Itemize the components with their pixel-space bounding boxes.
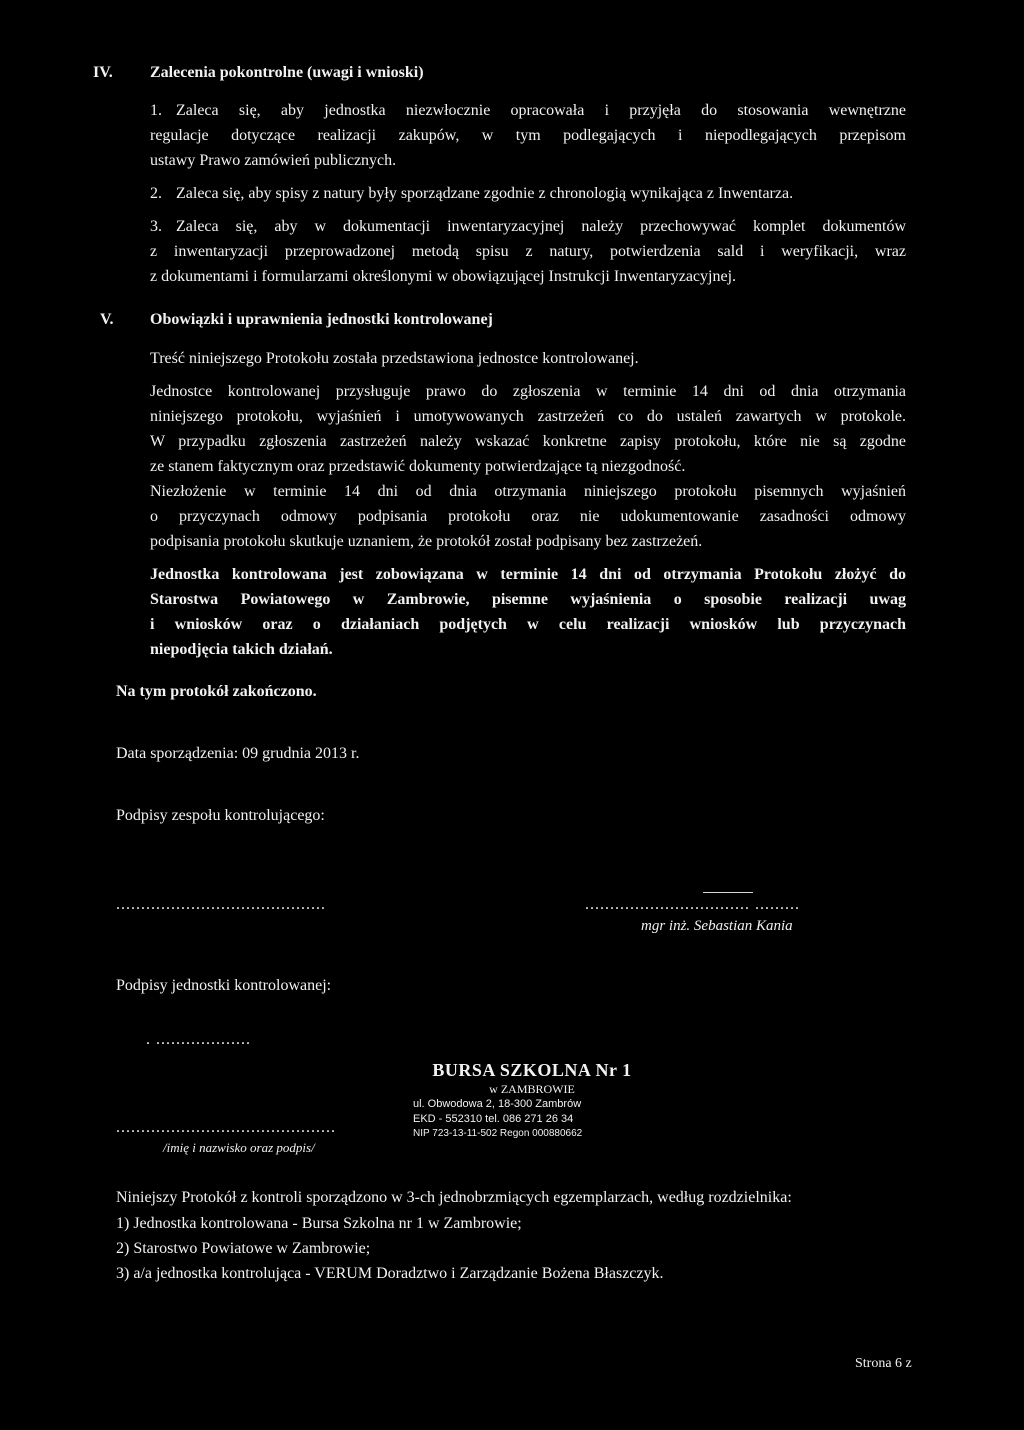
unit-signature-line-top: . ................... — [146, 1031, 251, 1048]
stamp-nip: NIP 723-13-11-502 Regon 000880662 — [413, 1128, 583, 1139]
section-iv-title: Zalecenia pokontrolne (uwagi i wnioski) — [150, 64, 424, 81]
unit-signature-line-bottom: ............................................ — [116, 1119, 336, 1136]
section-v-para-line-1: Jednostce kontrolowanej przysługuje prawo do zgłoszenia w terminie 14 dni od dnia otrzymania — [150, 383, 906, 400]
item-2-line-1: Zaleca się, aby spisy z natury były sporządzane zgodnie z chronologią wynikająca z Inwentarza. — [176, 185, 794, 202]
unit-signatures-label: Podpisy jednostki kontrolowanej: — [116, 977, 332, 994]
distribution-intro: Niniejszy Protokół z kontroli sporządzono w 3-ch jednobrzmiących egzemplarzach, według rozdzielnika: — [116, 1189, 792, 1206]
section-v-title: Obowiązki i uprawnienia jednostki kontrolowanej — [150, 311, 493, 328]
item-3-line-3: z dokumentami i formularzami określonymi w obowiązującej Instrukcji Inwentaryzacyjnej. — [150, 268, 737, 285]
stamp-city: w ZAMBROWIE — [489, 1082, 575, 1096]
protocol-ended: Na tym protokół zakończono. — [116, 683, 317, 700]
item-1-line-1: Zaleca się, aby jednostka niezwłocznie opracowała i przyjęła do stosowania wewnętrzne — [176, 102, 906, 119]
obligation-line-4: niepodjęcia takich działań. — [150, 641, 333, 658]
stamp-ekd: EKD - 552310 tel. 086 271 26 34 — [413, 1113, 574, 1125]
obligation-line-3: i wniosków oraz o działaniach podjętych w celu realizacji wniosków lub przyczynach — [150, 616, 906, 633]
item-1-line-2: regulacje dotyczące realizacji zakupów, w tym podlegających i niepodlegających przepisom — [150, 127, 906, 144]
distribution-item-2: 2) Starostwo Powiatowe w Zambrowie; — [116, 1240, 371, 1257]
team-signer-name: mgr inż. Sebastian Kania — [641, 918, 793, 934]
institution-stamp — [412, 1060, 652, 1097]
item-2-number: 2. — [150, 185, 162, 202]
obligation-line-2: Starostwa Powiatowego w Zambrowie, pisemne wyjaśnienia o sposobie realizacji uwag — [150, 591, 906, 608]
distribution-item-1: 1) Jednostka kontrolowana - Bursa Szkolna nr 1 w Zambrowie; — [116, 1215, 522, 1232]
section-v-para-line-7: podpisania protokołu skutkuje uznaniem, że protokół został podpisany bez zastrzeżeń. — [150, 533, 703, 550]
item-1-line-3: ustawy Prawo zamówień publicznych. — [150, 152, 397, 169]
section-v-number: V. — [100, 311, 114, 328]
section-v-para-line-3: W przypadku zgłoszenia zastrzeżeń należy wskazać konkretne zapisy protokołu, które nie są zgodne — [150, 433, 906, 450]
section-v-para-line-2: niniejszego protokołu, wyjaśnień i umotywowanych zastrzeżeń co do ustaleń zawartych w protokole. — [150, 408, 906, 425]
item-3-number: 3. — [150, 218, 162, 235]
item-1-number: 1. — [150, 102, 162, 119]
item-3-line-1: Zaleca się, aby w dokumentacji inwentaryzacyjnej należy przechowywać komplet dokumentów — [176, 218, 906, 235]
signature-stroke — [703, 892, 753, 893]
section-v-para-line-5: Niezłożenie w terminie 14 dni od dnia otrzymania niniejszego protokołu pisemnych wyjaśnień — [150, 483, 906, 500]
section-v-intro: Treść niniejszego Protokołu została przedstawiona jednostce kontrolowanej. — [150, 350, 639, 367]
stamp-address: ul. Obwodowa 2, 18-300 Zambrów — [413, 1098, 582, 1110]
section-v-para-line-6: o przyczynach odmowy podpisania protokołu oraz nie udokumentowanie zasadności odmowy — [150, 508, 906, 525]
date-of-preparation: Data sporządzenia: 09 grudnia 2013 r. — [116, 745, 360, 762]
page-number: Strona 6 z — [855, 1356, 912, 1371]
team-signature-line-left: .......................................... — [116, 896, 326, 913]
unit-signature-caption: /imię i nazwisko oraz podpis/ — [163, 1140, 315, 1155]
distribution-item-3: 3) a/a jednostka kontrolująca - VERUM Doradztwo i Zarządzanie Bożena Błaszczyk. — [116, 1265, 664, 1282]
team-signature-line-right: ................................. ......... — [585, 896, 800, 913]
team-signatures-label: Podpisy zespołu kontrolującego: — [116, 807, 325, 824]
section-iv-number: IV. — [93, 64, 113, 81]
stamp-name: BURSA SZKOLNA Nr 1 — [432, 1060, 632, 1080]
section-v-para-line-4: ze stanem faktycznym oraz przedstawić dokumenty potwierdzające tą niezgodność. — [150, 458, 686, 475]
obligation-line-1: Jednostka kontrolowana jest zobowiązana w terminie 14 dni od otrzymania Protokołu złożyć do — [150, 566, 906, 583]
item-3-line-2: z inwentaryzacji przeprowadzonej metodą spisu z natury, potwierdzenia sald i weryfikacji, wraz — [150, 243, 906, 260]
